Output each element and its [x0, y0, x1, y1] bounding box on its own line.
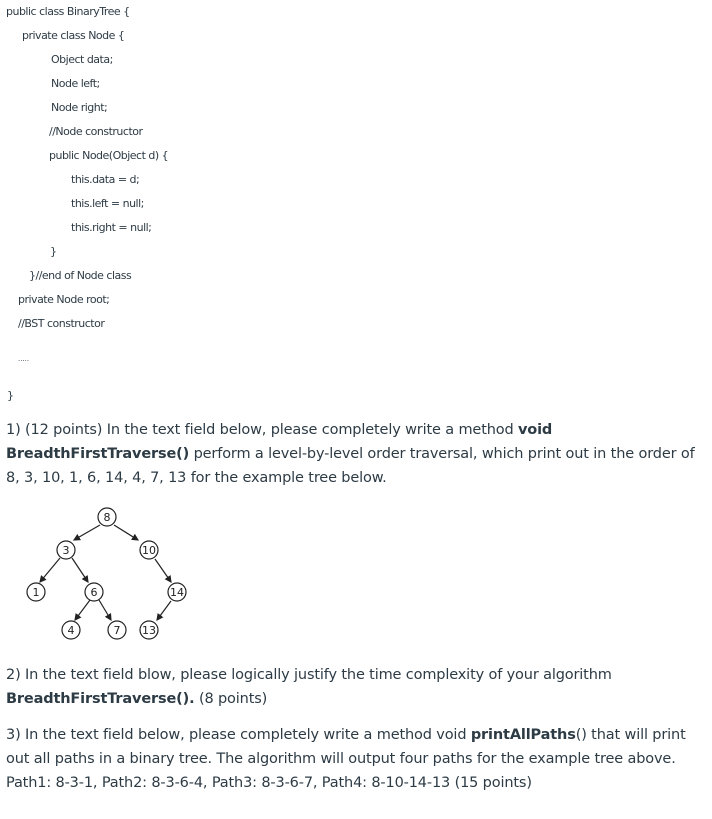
- tree-node-label: 7: [113, 624, 121, 637]
- code-line: //Node constructor: [49, 125, 143, 138]
- tree-node-label: 3: [62, 544, 70, 557]
- code-line: this.data = d;: [71, 173, 140, 186]
- question-3-text-end: () that will print out all paths in a binary tree. The algorithm will output four paths for the example tree above. Path1: 8-3-1, Path2: 8-3-6-4, Path3: 8-3-6-7, Path4: 8-10-14-13 (15 points): [6, 727, 686, 791]
- question-1-method: void BreadthFirstTraverse(): [6, 422, 553, 462]
- tree-edge: [74, 525, 100, 540]
- code-line: }: [7, 389, 14, 402]
- tree-edge: [99, 600, 111, 620]
- tree-node-4: [62, 621, 80, 639]
- tree-edge: [157, 601, 171, 620]
- tree-node-label: 13: [142, 624, 156, 637]
- tree-node-7: [108, 621, 126, 639]
- tree-node-label: 10: [142, 544, 156, 557]
- question-2: [6, 663, 706, 711]
- question-2-text: 2) In the text field blow, please logically justify the time complexity of your algorithm: [6, 667, 612, 683]
- tree-edge: [155, 559, 171, 582]
- code-line: public class BinaryTree {: [6, 5, 130, 18]
- code-line: Node left;: [51, 77, 100, 90]
- tree-node-3: [57, 541, 75, 559]
- tree-node-13: [140, 621, 158, 639]
- tree-node-label: 14: [170, 586, 184, 599]
- tree-node-14: [168, 583, 186, 601]
- code-line: }: [50, 245, 57, 258]
- code-line: Object data;: [51, 53, 113, 66]
- question-2-text-end: (8 points): [194, 691, 268, 707]
- tree-node-10: [140, 541, 158, 559]
- tree-node-label: 4: [67, 624, 75, 637]
- tree-node-label: 8: [103, 511, 111, 524]
- question-1-text-end: perform a level-by-level order traversal, which print out in the order of 8, 3, 10, 1, 6, 14, 4, 7, 13 for the example tree below.: [6, 446, 695, 486]
- tree-edge: [72, 558, 88, 582]
- question-2-method: BreadthFirstTraverse().: [6, 691, 195, 707]
- code-line: this.right = null;: [71, 221, 152, 234]
- code-ellipsis: .....: [18, 355, 30, 363]
- question-1-text: 1) (12 points) In the text field below, please completely write a method: [6, 422, 518, 438]
- tree-node-6: [85, 583, 103, 601]
- tree-node-label: 1: [32, 586, 40, 599]
- question-3-text: 3) In the text field below, please completely write a method void: [6, 727, 471, 743]
- binary-tree-diagram: [20, 503, 200, 643]
- code-line: public Node(Object d) {: [49, 149, 169, 162]
- code-line: private Node root;: [18, 293, 110, 306]
- question-1: [6, 418, 706, 490]
- code-line: this.left = null;: [71, 197, 144, 210]
- tree-node-1: [27, 583, 45, 601]
- question-3: [6, 723, 706, 795]
- code-line: Node right;: [51, 101, 108, 114]
- tree-edge: [40, 558, 60, 582]
- code-line: //BST constructor: [18, 317, 105, 330]
- tree-node-8: [98, 508, 116, 526]
- code-line: private class Node {: [22, 29, 125, 42]
- tree-node-label: 6: [90, 586, 98, 599]
- code-line: }//end of Node class: [29, 269, 132, 282]
- question-3-method: printAllPaths: [470, 727, 576, 743]
- tree-edge: [114, 525, 138, 540]
- tree-edge: [75, 600, 90, 620]
